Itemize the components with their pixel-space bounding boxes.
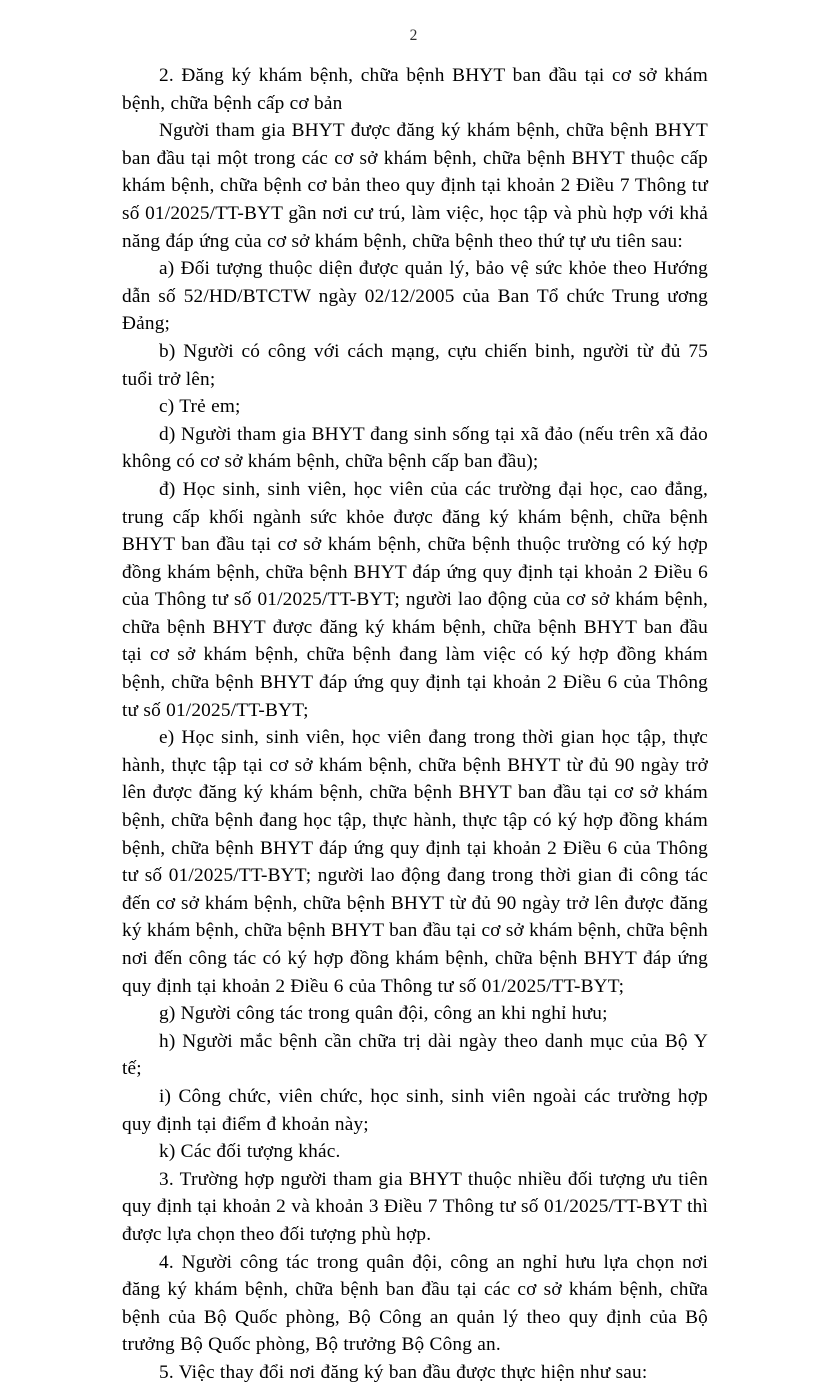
paragraph-point-d: d) Người tham gia BHYT đang sinh sống tại xã đảo (nếu trên xã đảo không có cơ sở khám bệnh, chữa bệnh cấp ban đầu); (122, 423, 708, 473)
paragraph-point-b: b) Người có công với cách mạng, cựu chiến binh, người từ đủ 75 tuổi trở lên; (122, 340, 708, 390)
paragraph-clause-2-body: Người tham gia BHYT được đăng ký khám bệnh, chữa bệnh BHYT ban đầu tại một trong các cơ sở khám bệnh, chữa bệnh BHYT thuộc cấp khám bệnh, chữa bệnh cơ bản theo quy định tại khoản 2 Điều 7 Thông tư số 01/2025/TT-BYT gần nơi cư trú, làm việc, học tập và phù hợp với khả năng đáp ứng của cơ sở khám bệnh, chữa bệnh theo thứ tự ưu tiên sau: (122, 120, 708, 252)
paragraph-point-k: k) Các đối tượng khác. (159, 1141, 341, 1163)
page-number: 2 (409, 27, 418, 44)
paragraph-clause-3: 3. Trường hợp người tham gia BHYT thuộc nhiều đối tượng ưu tiên quy định tại khoản 2 và khoản 3 Điều 7 Thông tư số 01/2025/TT-BYT thì được lựa chọn theo đối tượng phù hợp. (122, 1168, 708, 1245)
paragraph-clause-4: 4. Người công tác trong quân đội, công an nghỉ hưu lựa chọn nơi đăng ký khám bệnh, chữa bệnh ban đầu tại các cơ sở khám bệnh, chữa bệnh của Bộ Quốc phòng, Bộ Công an quản lý theo quy định của Bộ trưởng Bộ Quốc phòng, Bộ trưởng Bộ Công an. (122, 1251, 708, 1356)
paragraph-point-i: i) Công chức, viên chức, học sinh, sinh viên ngoài các trường hợp quy định tại điểm đ khoản này; (122, 1085, 708, 1135)
paragraph-clause-5: 5. Việc thay đổi nơi đăng ký ban đầu được thực hiện như sau: (159, 1361, 648, 1383)
paragraph-point-dd: đ) Học sinh, sinh viên, học viên của các trường đại học, cao đẳng, trung cấp khối ngành sức khỏe được đăng ký khám bệnh, chữa bệnh BHYT ban đầu tại cơ sở khám bệnh, chữa bệnh thuộc trường có ký hợp đồng khám bệnh, chữa bệnh BHYT đáp ứng quy định tại khoản 2 Điều 6 của Thông tư số 01/2025/TT-BYT; người lao động của cơ sở khám bệnh, chữa bệnh BHYT được đăng ký khám bệnh, chữa bệnh BHYT ban đầu tại cơ sở khám bệnh, chữa bệnh đang làm việc có ký hợp đồng khám bệnh, chữa bệnh BHYT đáp ứng quy định tại khoản 2 Điều 6 của Thông tư số 01/2025/TT-BYT; (122, 478, 708, 721)
paragraph-point-g: g) Người công tác trong quân đội, công an khi nghỉ hưu; (159, 1003, 608, 1025)
document-body (122, 62, 708, 1387)
paragraph-point-h: h) Người mắc bệnh cần chữa trị dài ngày theo danh mục của Bộ Y tế; (122, 1030, 708, 1080)
paragraph-point-e: e) Học sinh, sinh viên, học viên đang trong thời gian học tập, thực hành, thực tập tại cơ sở khám bệnh, chữa bệnh BHYT từ đủ 90 ngày trở lên được đăng ký khám bệnh, chữa bệnh BHYT ban đầu tại cơ sở khám bệnh, chữa bệnh đang học tập, thực hành, thực tập có ký hợp đồng khám bệnh, chữa bệnh BHYT đáp ứng quy định tại khoản 2 Điều 6 của Thông tư số 01/2025/TT-BYT; người lao động đang trong thời gian đi công tác đến cơ sở khám bệnh, chữa bệnh BHYT từ đủ 90 ngày trở lên được đăng ký khám bệnh, chữa bệnh BHYT ban đầu tại cơ sở khám bệnh, chữa bệnh nơi đến công tác có ký hợp đồng khám bệnh, chữa bệnh BHYT đáp ứng quy định tại khoản 2 Điều 6 của Thông tư số 01/2025/TT-BYT; (122, 727, 708, 997)
paragraph-point-a: a) Đối tượng thuộc diện được quản lý, bảo vệ sức khỏe theo Hướng dẫn số 52/HD/BTCTW ngày 02/12/2005 của Ban Tổ chức Trung ương Đảng; (122, 258, 708, 335)
paragraph-point-c: c) Trẻ em; (159, 396, 241, 418)
paragraph-clause-2-heading: 2. Đăng ký khám bệnh, chữa bệnh BHYT ban đầu tại cơ sở khám bệnh, chữa bệnh cấp cơ bản (122, 65, 708, 114)
